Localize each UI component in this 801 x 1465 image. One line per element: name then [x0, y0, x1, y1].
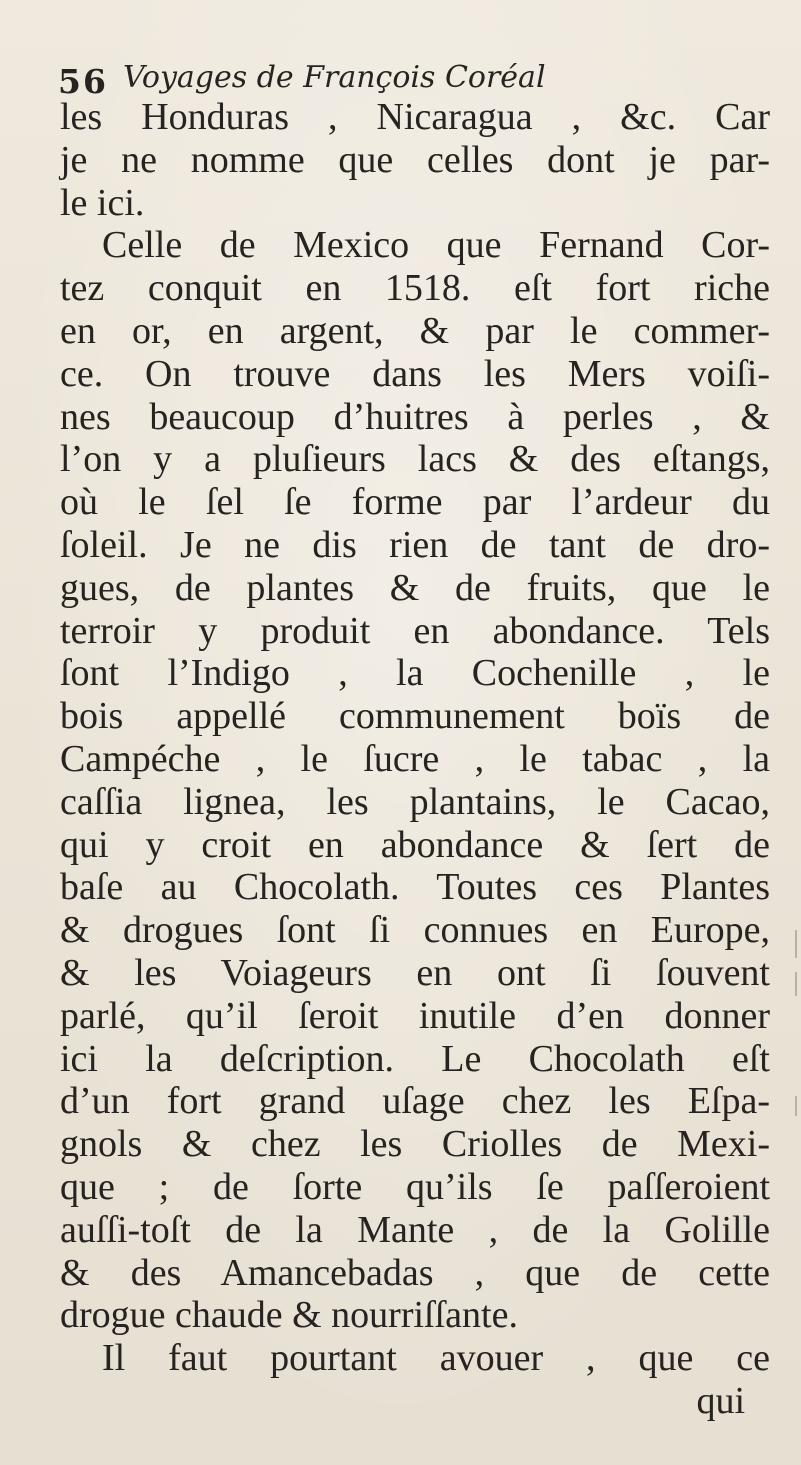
text-line: gnols & chez les Criolles de Mexi-: [60, 1123, 770, 1166]
text-line: nes beaucoup d’huitres à perles , &: [60, 395, 770, 438]
text-line: tez conquit en 1518. eſt fort riche: [60, 267, 770, 310]
text-line: & des Amancebadas , que de cette: [60, 1251, 770, 1294]
text-line: & drogues ſont ſi connues en Europe,: [60, 909, 770, 952]
text-line: que ; de ſorte qu’ils ſe paſſeroient: [60, 1165, 770, 1208]
text-line: ce. On trouve dans les Mers voiſi-: [60, 352, 770, 395]
text-line: baſe au Chocolath. Toutes ces Plantes: [60, 866, 770, 909]
text-line: auſſi-toſt de la Mante , de la Golille: [60, 1208, 770, 1251]
text-line: bois appellé communement boïs de: [60, 695, 770, 738]
text-line: d’un fort grand uſage chez les Eſpa-: [60, 1080, 770, 1123]
text-line: & les Voiageurs en ont ſi ſouvent: [60, 951, 770, 994]
text-line: caſſia lignea, les plantains, le Cacao,: [60, 780, 770, 823]
margin-mark: [795, 1096, 797, 1116]
text-line: je ne nomme que celles dont je par-: [60, 138, 770, 181]
text-line: qui y croit en abondance & ſert de: [60, 823, 770, 866]
text-line: l’on y a pluſieurs lacs & des eſtangs,: [60, 438, 770, 481]
text-line: ſoleil. Je ne dis rien de tant de dro-: [60, 523, 770, 566]
text-line: Campéche , le ſucre , le tabac , la: [60, 737, 770, 780]
text-line: Celle de Mexico que Fernand Cor-: [102, 224, 770, 267]
catchword: qui: [696, 1379, 745, 1422]
margin-mark: [795, 930, 797, 958]
text-line: le ici.: [60, 181, 145, 224]
running-title: Voyages de François Coréal: [123, 60, 546, 95]
text-line: Il faut pourtant avouer , que ce: [102, 1337, 770, 1380]
text-line: en or, en argent, & par le commer-: [60, 309, 770, 352]
margin-mark: [795, 972, 797, 996]
body-text: [60, 96, 770, 1423]
text-line: gues, de plantes & de fruits, que le: [60, 566, 770, 609]
page-number: 56: [58, 62, 108, 101]
text-line: terroir y produit en abondance. Tels: [60, 609, 770, 652]
text-line: ici la deſcription. Le Chocolath eſt: [60, 1037, 770, 1080]
page-header: [58, 44, 758, 101]
text-line: ſont l’Indigo , la Cochenille , le: [60, 652, 770, 695]
text-line: parlé, qu’il ſeroit inutile d’en donner: [60, 994, 770, 1037]
text-line: drogue chaude & nourriſſante.: [60, 1294, 518, 1337]
text-line: où le ſel ſe forme par l’ardeur du: [60, 481, 770, 524]
text-line: les Honduras , Nicaragua , &c. Car: [60, 96, 770, 138]
